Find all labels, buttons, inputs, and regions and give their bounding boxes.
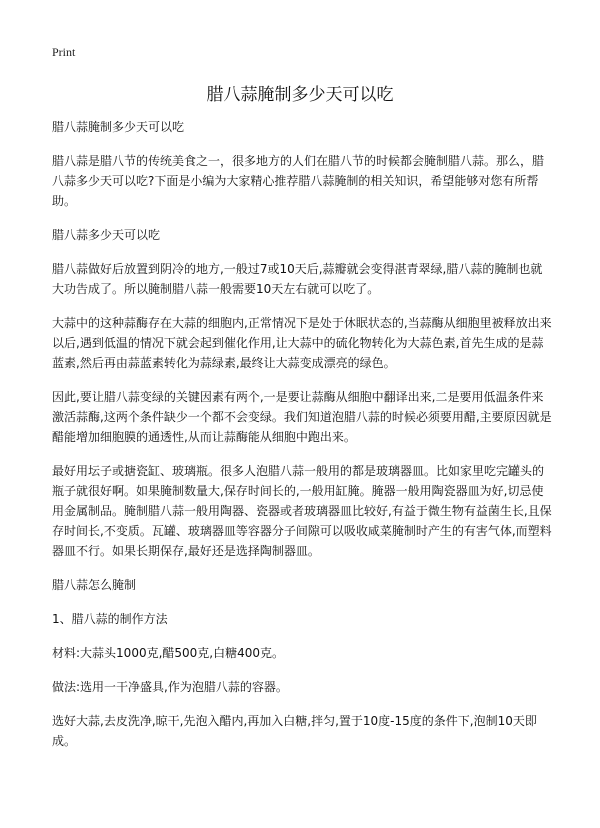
- paragraph: 最好用坛子或搪瓷缸、玻璃瓶。很多人泡腊八蒜一般用的都是玻璃器皿。比如家里吃完罐头的瓶子就很好啊。如果腌制数量大,保存时间长的,一般用缸腌。腌器一般用陶瓷器皿为好,切忌使用金属制品。腌制腊八蒜一般用陶器、瓷器或者玻璃器皿比较好,有益于微生物有益菌生长,且保存时间长,不变质。瓦罐、玻璃器皿等容器分子间隙可以吸收咸菜腌制时产生的有害气体,而塑料器皿不行。如果长期保存,最好还是选择陶制器皿。: [52, 464, 552, 558]
- ingredients: 材料:大蒜头1000克,醋500克,白糖400克。: [52, 646, 285, 660]
- section-heading: 腊八蒜腌制多少天可以吃: [52, 120, 185, 134]
- paragraph-intro: 腊八蒜是腊八节的传统美食之一，很多地方的人们在腊八节的时候都会腌制腊八蒜。那么，腊八蒜多少天可以吃?下面是小编为大家精心推荐腊八蒜腌制的相关知识，希望能够对您有所帮助。: [52, 154, 545, 208]
- method-step: 选好大蒜,去皮洗净,晾干,先泡入醋内,再加入白糖,拌匀,置于10度-15度的条件下,泡制10天即成。: [52, 714, 537, 748]
- paragraph: 因此,要让腊八蒜变绿的关键因素有两个,一是要让蒜酶从细胞中翻译出来,二是要用低温条件来激活蒜酶,这两个条件缺少一个都不会变绿。我们知道泡腊八蒜的时候必须要用醋,主要原因就是醋能增加细胞膜的通透性,从而让蒜酶能从细胞中跑出来。: [52, 390, 552, 444]
- page-title: 腊八蒜腌制多少天可以吃: [206, 85, 394, 105]
- method-step: 做法:选用一干净盛具,作为泡腊八蒜的容器。: [52, 680, 288, 694]
- paragraph: 腊八蒜做好后放置到阴冷的地方,一般过7或10天后,蒜瓣就会变得湛青翠绿,腊八蒜的腌制也就大功告成了。所以腌制腊八蒜一般需要10天左右就可以吃了。: [52, 262, 543, 296]
- section-heading: 腊八蒜多少天可以吃: [52, 228, 161, 242]
- article-body: [52, 117, 552, 765]
- section-heading: 腊八蒜怎么腌制: [52, 578, 137, 592]
- print-link[interactable]: Print: [52, 45, 76, 59]
- subsection-heading: 1、腊八蒜的制作方法: [52, 612, 168, 626]
- paragraph: 大蒜中的这种蒜酶存在大蒜的细胞内,正常情况下是处于休眠状态的,当蒜酶从细胞里被释放出来以后,遇到低温的情况下就会起到催化作用,让大蒜中的硫化物转化为大蒜色素,首先生成的是蒜蓝素,然后再由蒜蓝素转化为蒜绿素,最终让大蒜变成漂亮的绿色。: [52, 316, 552, 370]
